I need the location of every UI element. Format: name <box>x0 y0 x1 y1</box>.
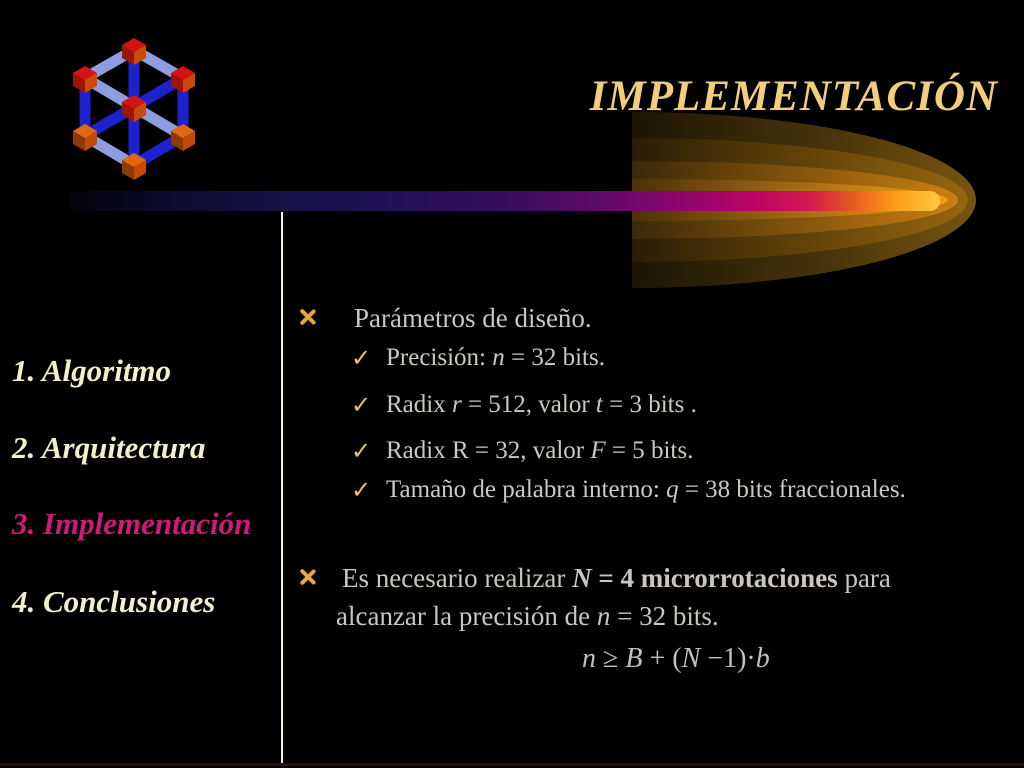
sub-bullet-text: Tamaño de palabra interno: q = 38 bits fraccionales. <box>386 476 906 503</box>
cross-bullet-icon <box>298 308 316 326</box>
bullet-microrrotaciones-line2 <box>336 601 719 632</box>
check-bullet-icon: ✓ <box>351 476 372 504</box>
bullet-parametros <box>298 303 592 334</box>
check-bullet-icon: ✓ <box>351 344 372 372</box>
formula: n ≥ B + (N −1)·b <box>582 643 770 674</box>
menu-item-conclusiones[interactable]: 4. Conclusiones <box>12 584 216 619</box>
gradient-bar <box>70 191 940 211</box>
sub-bullet-text: Radix r = 512, valor t = 3 bits . <box>386 391 697 418</box>
menu-item-algoritmo[interactable]: 1. Algoritmo <box>12 353 172 388</box>
cross-bullet-icon <box>298 568 316 586</box>
bullet-text-line1: Es necesario realizar N = 4 microrrotaciones para <box>342 563 891 593</box>
menu-item-implementacion[interactable]: 3. Implementación <box>12 506 252 541</box>
bullet-microrrotaciones <box>298 563 891 594</box>
check-bullet-icon: ✓ <box>351 437 372 465</box>
sub-bullet-text: Precisión: n = 32 bits. <box>386 344 605 371</box>
check-bullet-icon: ✓ <box>351 391 372 419</box>
sub-bullet-radix-R <box>351 437 693 466</box>
sub-bullet-tamano-palabra <box>351 476 906 505</box>
slide-title: IMPLEMENTACIÓN <box>589 73 998 120</box>
cube-lattice-logo <box>68 34 200 184</box>
sub-bullet-radix-r <box>351 391 697 420</box>
bullet-text-line2: alcanzar la precisión de n = 32 bits. <box>336 601 719 631</box>
bottom-accent-line <box>0 763 1024 766</box>
sub-bullet-precision <box>351 344 605 373</box>
bullet-text: Parámetros de diseño. <box>354 303 592 333</box>
sub-bullet-text: Radix R = 32, valor F = 5 bits. <box>386 437 694 464</box>
vertical-divider <box>281 212 283 763</box>
menu-item-arquitectura[interactable]: 2. Arquitectura <box>12 430 206 465</box>
